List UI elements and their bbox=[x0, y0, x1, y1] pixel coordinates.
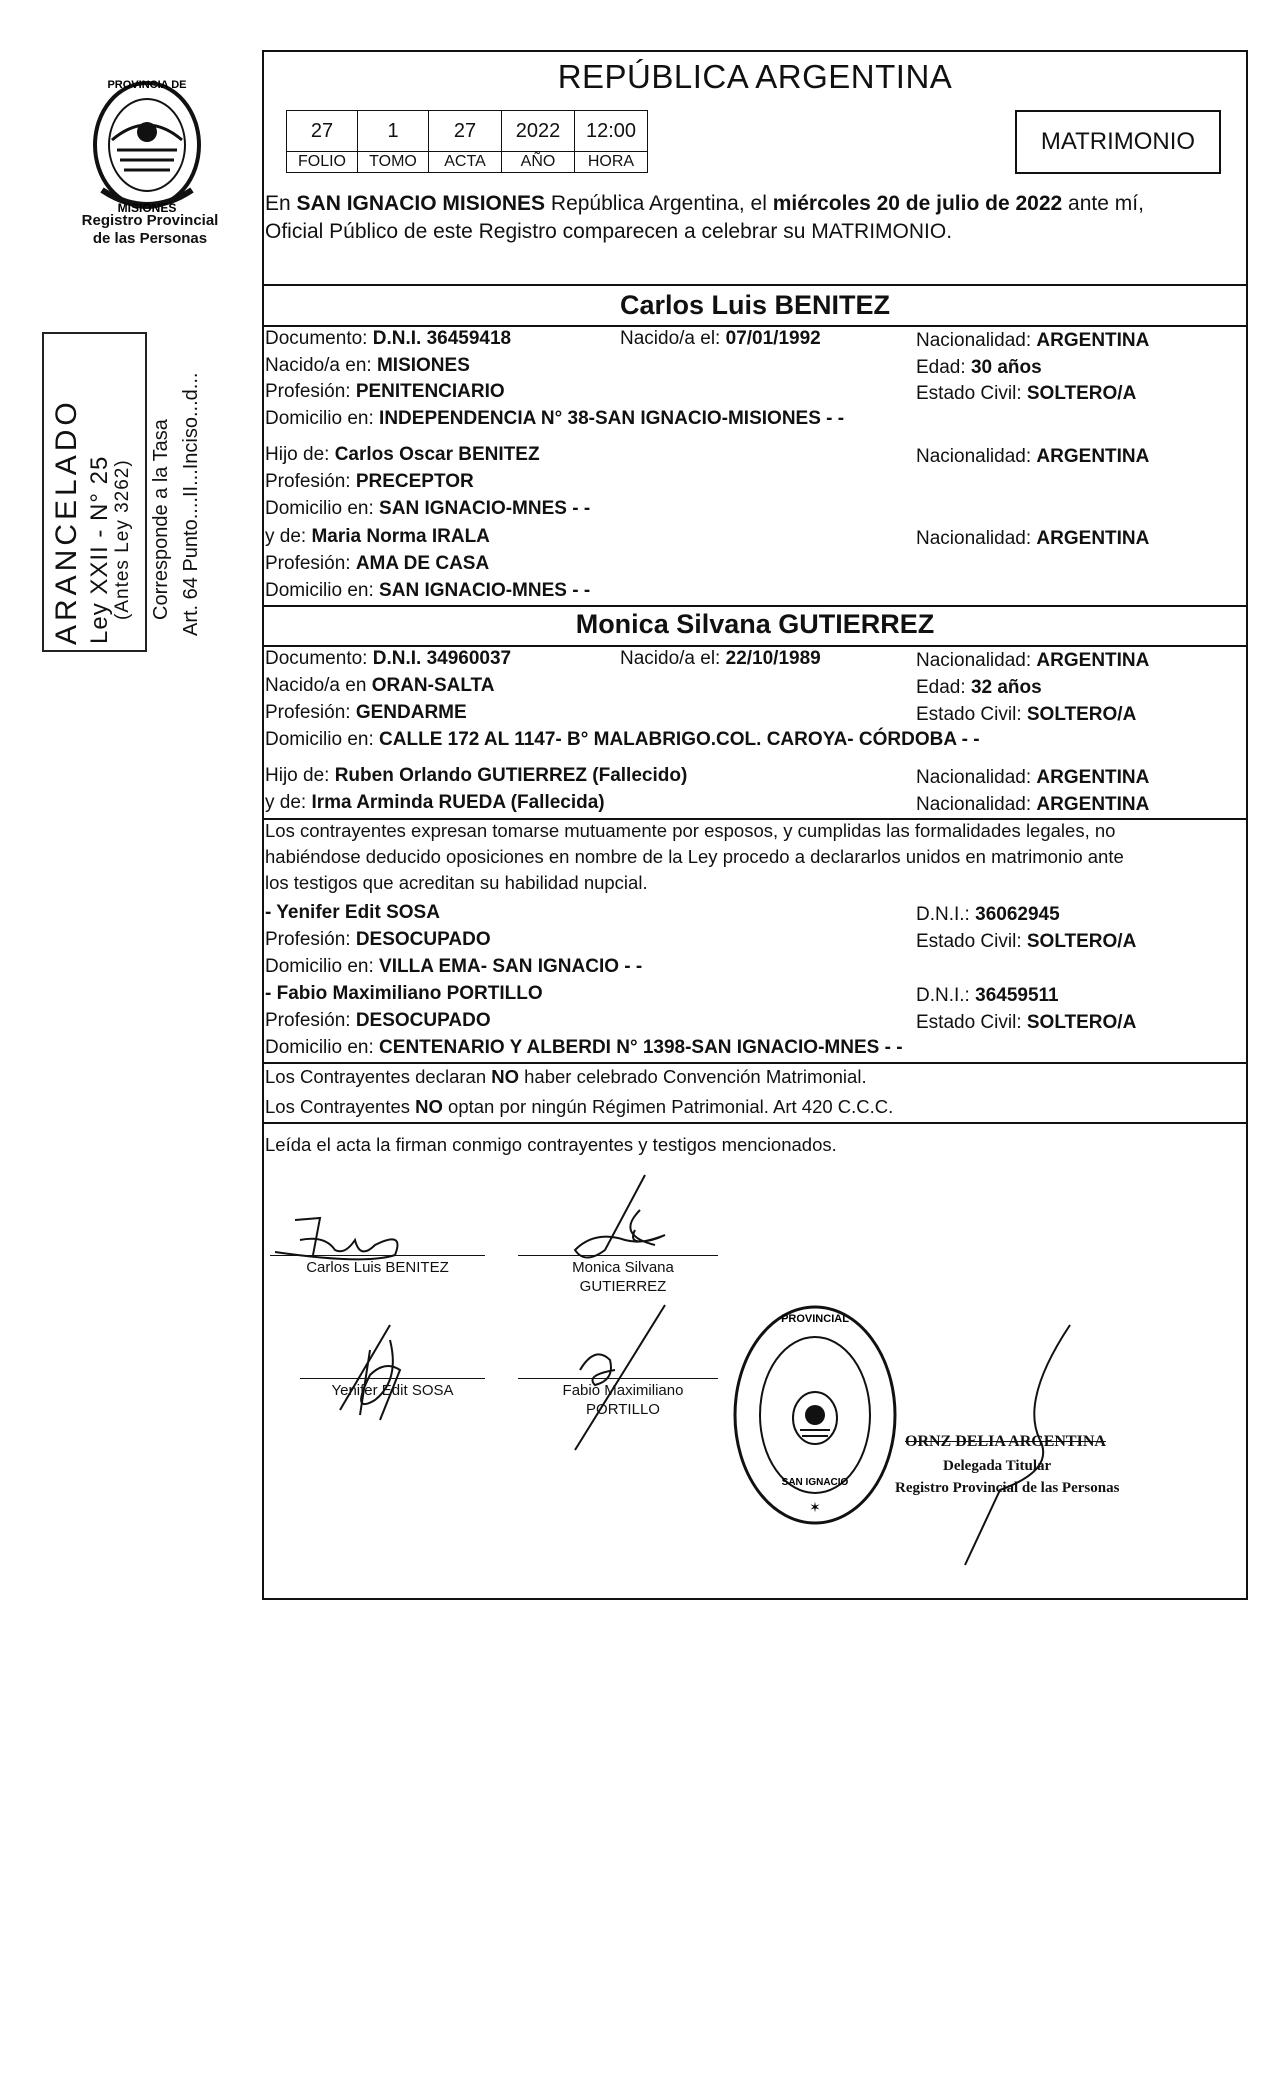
spouse1-domicilio: Domicilio en: INDEPENDENCIA N° 38-SAN IGNACIO-MISIONES - - bbox=[265, 408, 845, 429]
official-title: Delegada Titular bbox=[943, 1458, 1052, 1474]
spouse2-estado-civil: Estado Civil: SOLTERO/A bbox=[916, 704, 1137, 725]
registry-caption-line1: Registro Provincial bbox=[81, 212, 219, 229]
official-seal bbox=[730, 1300, 900, 1530]
witness2-estado-civil: Estado Civil: SOLTERO/A bbox=[916, 1012, 1137, 1033]
witness2-domicilio: Domicilio en: CENTENARIO Y ALBERDI N° 1398-SAN IGNACIO-MNES - - bbox=[265, 1037, 903, 1058]
folio-label: FOLIO bbox=[287, 152, 358, 173]
ley-text: Ley XXII - N° 25 bbox=[86, 455, 113, 644]
signature-name-gutierrez: Monica Silvana GUTIERREZ bbox=[572, 1259, 674, 1295]
spouse2-madre-nacionalidad: Nacionalidad: ARGENTINA bbox=[916, 794, 1150, 815]
declaration-line2: habiéndose deducido oposiciones en nombre de la Ley procedo a declararlos unidos en matrimonio ante bbox=[265, 846, 1124, 867]
anio-value: 2022 bbox=[502, 111, 575, 152]
official-org: Registro Provincial de las Personas bbox=[895, 1480, 1120, 1496]
spouse1-edad: Edad: 30 años bbox=[916, 357, 1042, 378]
spouse2-madre: y de: Irma Arminda RUEDA (Fallecida) bbox=[265, 792, 605, 813]
intro-paragraph bbox=[265, 190, 1245, 246]
hora-label: HORA bbox=[575, 152, 648, 173]
witness2-profesion: Profesión: DESOCUPADO bbox=[265, 1010, 491, 1031]
arancelado-text: ARANCELADO bbox=[50, 398, 83, 645]
spouse1-nacionalidad: Nacionalidad: ARGENTINA bbox=[916, 330, 1150, 351]
witness1-estado-civil: Estado Civil: SOLTERO/A bbox=[916, 931, 1137, 952]
acta-label: ACTA bbox=[429, 152, 502, 173]
signature-line bbox=[518, 1255, 718, 1256]
closing-text: Leída el acta la firman conmigo contrayentes y testigos mencionados. bbox=[265, 1134, 837, 1155]
divider bbox=[262, 1122, 1248, 1124]
witness1-dni: D.N.I.: 36062945 bbox=[916, 904, 1060, 925]
spouse1-estado-civil: Estado Civil: SOLTERO/A bbox=[916, 383, 1137, 404]
signature-line bbox=[518, 1378, 718, 1379]
spouse2-padre: Hijo de: Ruben Orlando GUTIERREZ (Fallecido) bbox=[265, 765, 688, 786]
spouse2-documento: Documento: D.N.I. 34960037 bbox=[265, 648, 512, 669]
spouse1-padre: Hijo de: Carlos Oscar BENITEZ bbox=[265, 444, 540, 465]
seal-text-top: PROVINCIA DE bbox=[107, 79, 187, 91]
witness1-domicilio: Domicilio en: VILLA EMA- SAN IGNACIO - - bbox=[265, 956, 643, 977]
corresponde-text: Corresponde a la Tasa bbox=[150, 419, 172, 620]
registry-caption bbox=[60, 212, 240, 248]
articulo-text: Art. 64 Punto....II...Inciso...d... bbox=[180, 372, 202, 636]
signature-portillo bbox=[555, 1300, 675, 1460]
registry-caption-line2: de las Personas bbox=[92, 230, 208, 247]
divider bbox=[262, 325, 1248, 327]
svg-text:✶: ✶ bbox=[809, 1499, 821, 1515]
spouse2-nacionalidad: Nacionalidad: ARGENTINA bbox=[916, 650, 1150, 671]
witness2-dni: D.N.I.: 36459511 bbox=[916, 985, 1059, 1006]
spouse1-padre-nacionalidad: Nacionalidad: ARGENTINA bbox=[916, 446, 1150, 467]
spouse1-madre-profesion: Profesión: AMA DE CASA bbox=[265, 553, 490, 574]
acta-value: 27 bbox=[429, 111, 502, 152]
witness2-name: - Fabio Maximiliano PORTILLO bbox=[265, 983, 543, 1004]
spouse1-madre: y de: Maria Norma IRALA bbox=[265, 526, 490, 547]
declaration-line3: los testigos que acreditan su habilidad nupcial. bbox=[265, 872, 648, 893]
folio-value: 27 bbox=[287, 111, 358, 152]
spouse2-name: Monica Silvana GUTIERREZ bbox=[575, 609, 935, 639]
spouse2-nacido-el: Nacido/a el: 22/10/1989 bbox=[620, 648, 821, 669]
spouse1-madre-nacionalidad: Nacionalidad: ARGENTINA bbox=[916, 528, 1150, 549]
declaration-line1: Los contrayentes expresan tomarse mutuamente por esposos, y cumplidas las formalidades legales, no bbox=[265, 820, 1116, 841]
spouse2-domicilio: Domicilio en: CALLE 172 AL 1147- B° MALABRIGO.COL. CAROYA- CÓRDOBA - - bbox=[265, 729, 980, 750]
intro-place: SAN IGNACIO MISIONES bbox=[296, 192, 546, 215]
document-type-box: MATRIMONIO bbox=[1015, 110, 1221, 174]
signature-delegada bbox=[960, 1320, 1080, 1570]
tomo-value: 1 bbox=[358, 111, 429, 152]
hora-value: 12:00 bbox=[575, 111, 648, 152]
official-name: ORNZ DELIA ARGENTINA bbox=[905, 1433, 1106, 1450]
seal-text-bottom: MISIONES bbox=[117, 201, 177, 215]
signature-name-portillo: Fabio Maximiliano PORTILLO bbox=[562, 1382, 684, 1418]
spouse1-nacido-en: Nacido/a en: MISIONES bbox=[265, 355, 470, 376]
divider bbox=[262, 284, 1248, 286]
svg-text:PROVINCIAL: PROVINCIAL bbox=[781, 1313, 849, 1325]
spouse1-documento: Documento: D.N.I. 36459418 bbox=[265, 328, 512, 349]
svg-text:SAN IGNACIO: SAN IGNACIO bbox=[781, 1477, 849, 1488]
spouse2-nacido-en: Nacido/a en ORAN-SALTA bbox=[265, 675, 495, 696]
spouse1-padre-profesion: Profesión: PRECEPTOR bbox=[265, 471, 474, 492]
spouse1-name: Carlos Luis BENITEZ bbox=[619, 290, 891, 320]
spouse1-profesion: Profesión: PENITENCIARIO bbox=[265, 381, 505, 402]
spouse1-madre-domicilio: Domicilio en: SAN IGNACIO-MNES - - bbox=[265, 580, 591, 601]
antes-ley-text: (Antes Ley 3262) bbox=[112, 459, 133, 620]
signature-name-sosa: Yenifer Edit SOSA bbox=[331, 1382, 454, 1399]
intro-date: miércoles 20 de julio de 2022 bbox=[772, 192, 1063, 215]
folio-table bbox=[286, 110, 648, 173]
spouse2-padre-nacionalidad: Nacionalidad: ARGENTINA bbox=[916, 767, 1150, 788]
spouse1-padre-domicilio: Domicilio en: SAN IGNACIO-MNES - - bbox=[265, 498, 591, 519]
signature-line bbox=[300, 1378, 485, 1379]
spouse1-nacido-el: Nacido/a el: 07/01/1992 bbox=[620, 328, 821, 349]
witness1-name: - Yenifer Edit SOSA bbox=[265, 902, 440, 923]
spouse2-profesion: Profesión: GENDARME bbox=[265, 702, 467, 723]
signature-sosa bbox=[300, 1320, 450, 1430]
document-title: REPÚBLICA ARGENTINA bbox=[557, 58, 953, 95]
intro-p1: En bbox=[265, 192, 297, 215]
provincia-misiones-seal bbox=[82, 70, 212, 220]
intro-p3: ante mí, bbox=[1062, 192, 1144, 215]
anio-label: AÑO bbox=[502, 152, 575, 173]
spouse2-edad: Edad: 32 años bbox=[916, 677, 1042, 698]
intro-p2: República Argentina, el bbox=[545, 192, 773, 215]
witness1-profesion: Profesión: DESOCUPADO bbox=[265, 929, 491, 950]
convention-line2: Los Contrayentes NO optan por ningún Régimen Patrimonial. Art 420 C.C.C. bbox=[265, 1096, 894, 1117]
intro-line2: Oficial Público de este Registro comparecen a celebrar su MATRIMONIO. bbox=[265, 220, 953, 243]
divider bbox=[262, 645, 1248, 647]
signature-line bbox=[270, 1255, 485, 1256]
tomo-label: TOMO bbox=[358, 152, 429, 173]
convention-line1: Los Contrayentes declaran NO haber celebrado Convención Matrimonial. bbox=[265, 1066, 867, 1087]
signature-name-benitez: Carlos Luis BENITEZ bbox=[306, 1259, 449, 1276]
divider bbox=[262, 605, 1248, 607]
divider bbox=[262, 1062, 1248, 1064]
